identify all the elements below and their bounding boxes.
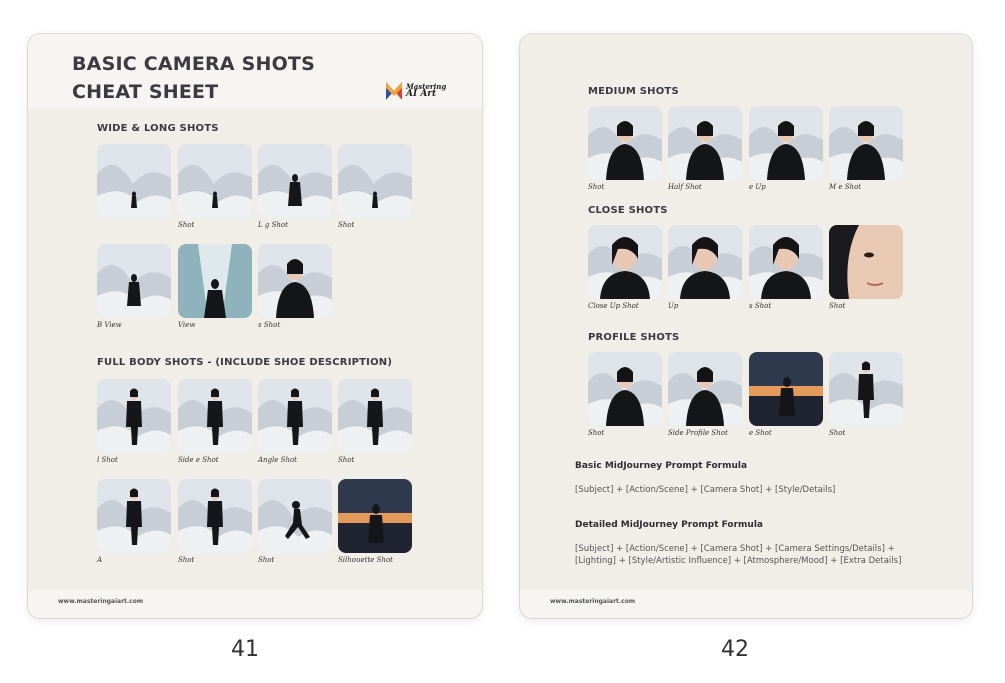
shot-card [749, 106, 823, 192]
shot-caption: Shot [178, 556, 195, 564]
shot-caption: Shot [829, 429, 846, 437]
shot-caption: Shot [178, 221, 195, 229]
page-number-42: 42 [721, 637, 749, 662]
shot-caption: Up [668, 302, 679, 310]
page-title [72, 50, 315, 106]
shot-photo [829, 106, 903, 180]
section-heading-close: CLOSE SHOTS [588, 205, 668, 216]
logo-m-icon [386, 82, 402, 100]
shot-photo [97, 379, 171, 453]
shot-card [668, 106, 742, 192]
page-42-card [520, 34, 972, 618]
title-line-1: BASIC CAMERA SHOTS [72, 53, 315, 75]
shot-card [588, 106, 662, 192]
page-footer [28, 590, 482, 618]
shot-caption: L g Shot [258, 221, 288, 229]
section-heading-profile: PROFILE SHOTS [588, 332, 680, 343]
shot-caption: Side Profile Shot [668, 429, 728, 437]
shot-card [588, 352, 662, 438]
shot-card [178, 479, 252, 565]
shot-card [668, 225, 742, 311]
shot-caption: e Up [749, 183, 766, 191]
footer-url: www.masteringaiart.com [550, 598, 636, 605]
page-41-card [28, 34, 482, 618]
shot-caption: Shot [588, 429, 605, 437]
logo-text-line-1: Mastering [406, 82, 447, 91]
shot-caption: View [178, 321, 196, 329]
shot-caption: Half Shot [668, 183, 702, 191]
shot-photo [338, 144, 412, 218]
basic-formula-text: [Subject] + [Action/Scene] + [Camera Shot] + [Style/Details] [575, 485, 836, 495]
shot-photo [178, 244, 252, 318]
shot-card [258, 144, 332, 230]
shot-photo [829, 352, 903, 426]
shot-caption: Close Up Shot [588, 302, 639, 310]
shot-caption: Side e Shot [178, 456, 219, 464]
shot-caption: l Shot [97, 456, 118, 464]
shot-photo [749, 106, 823, 180]
shot-caption: Shot [338, 221, 355, 229]
detailed-formula-text [575, 543, 901, 567]
shot-photo [178, 379, 252, 453]
page-number-41: 41 [231, 637, 259, 662]
shot-caption: Shot [588, 183, 605, 191]
shot-card [338, 379, 412, 465]
shot-caption: Angle Shot [258, 456, 297, 464]
shot-photo [258, 244, 332, 318]
shot-caption: M e Shot [829, 183, 862, 191]
section-heading-medium: MEDIUM SHOTS [588, 86, 679, 97]
title-line-2: CHEAT SHEET [72, 81, 219, 103]
shot-card [588, 225, 662, 311]
shot-photo [258, 479, 332, 553]
basic-formula-heading: Basic MidJourney Prompt Formula [575, 461, 748, 471]
shot-photo [97, 144, 171, 218]
shot-card [258, 244, 332, 330]
shot-photo [668, 225, 742, 299]
shot-card [338, 144, 412, 230]
section-heading-wide-long: WIDE & LONG SHOTS [97, 123, 219, 134]
shot-caption: Silhouette Shot [338, 556, 393, 564]
shot-caption: Shot [338, 456, 355, 464]
shot-card [829, 106, 903, 192]
shot-card [97, 479, 171, 565]
shot-card [749, 225, 823, 311]
shot-card [178, 379, 252, 465]
logo-text-line-2: AI Art [406, 89, 437, 99]
shot-card [178, 244, 252, 330]
shot-caption: Shot [258, 556, 275, 564]
shot-photo [749, 225, 823, 299]
shot-caption: A [97, 556, 103, 564]
detailed-formula-line-1: [Subject] + [Action/Scene] + [Camera Shot] + [Camera Settings/Details] + [575, 544, 895, 554]
shot-photo [668, 106, 742, 180]
shot-card [338, 479, 412, 565]
shot-caption: s Shot [258, 321, 281, 329]
detailed-formula-line-2: [Lighting] + [Style/Artistic Influence] + [Atmosphere/Mood] + [Extra Details] [575, 556, 902, 566]
shot-photo [97, 244, 171, 318]
page-footer [520, 590, 972, 618]
shot-photo [338, 479, 412, 553]
shot-card [829, 225, 903, 311]
shot-photo [588, 352, 662, 426]
shot-card [178, 144, 252, 230]
page-header [28, 34, 482, 108]
shot-photo [749, 352, 823, 426]
shot-card [97, 144, 171, 221]
shot-card [258, 379, 332, 465]
brand-logo [386, 81, 446, 101]
shot-photo [178, 479, 252, 553]
section-heading-full-body: FULL BODY SHOTS - (INCLUDE SHOE DESCRIPTION) [97, 357, 393, 368]
shot-photo [178, 144, 252, 218]
shot-caption: Shot [829, 302, 846, 310]
shot-caption: e Shot [749, 429, 772, 437]
detailed-formula-heading: Detailed MidJourney Prompt Formula [575, 520, 763, 530]
shot-caption: B View [97, 321, 122, 329]
shot-photo [97, 479, 171, 553]
footer-url: www.masteringaiart.com [58, 598, 144, 605]
shot-photo [258, 379, 332, 453]
shot-card [97, 244, 171, 330]
shot-photo [258, 144, 332, 218]
shot-photo [588, 225, 662, 299]
shot-card [97, 379, 171, 465]
shot-photo [829, 225, 903, 299]
shot-card [749, 352, 823, 438]
shot-photo [338, 379, 412, 453]
shot-card [668, 352, 742, 438]
shot-photo [588, 106, 662, 180]
shot-photo [668, 352, 742, 426]
shot-caption: s Shot [749, 302, 772, 310]
shot-card [258, 479, 332, 565]
shot-card [829, 352, 903, 438]
